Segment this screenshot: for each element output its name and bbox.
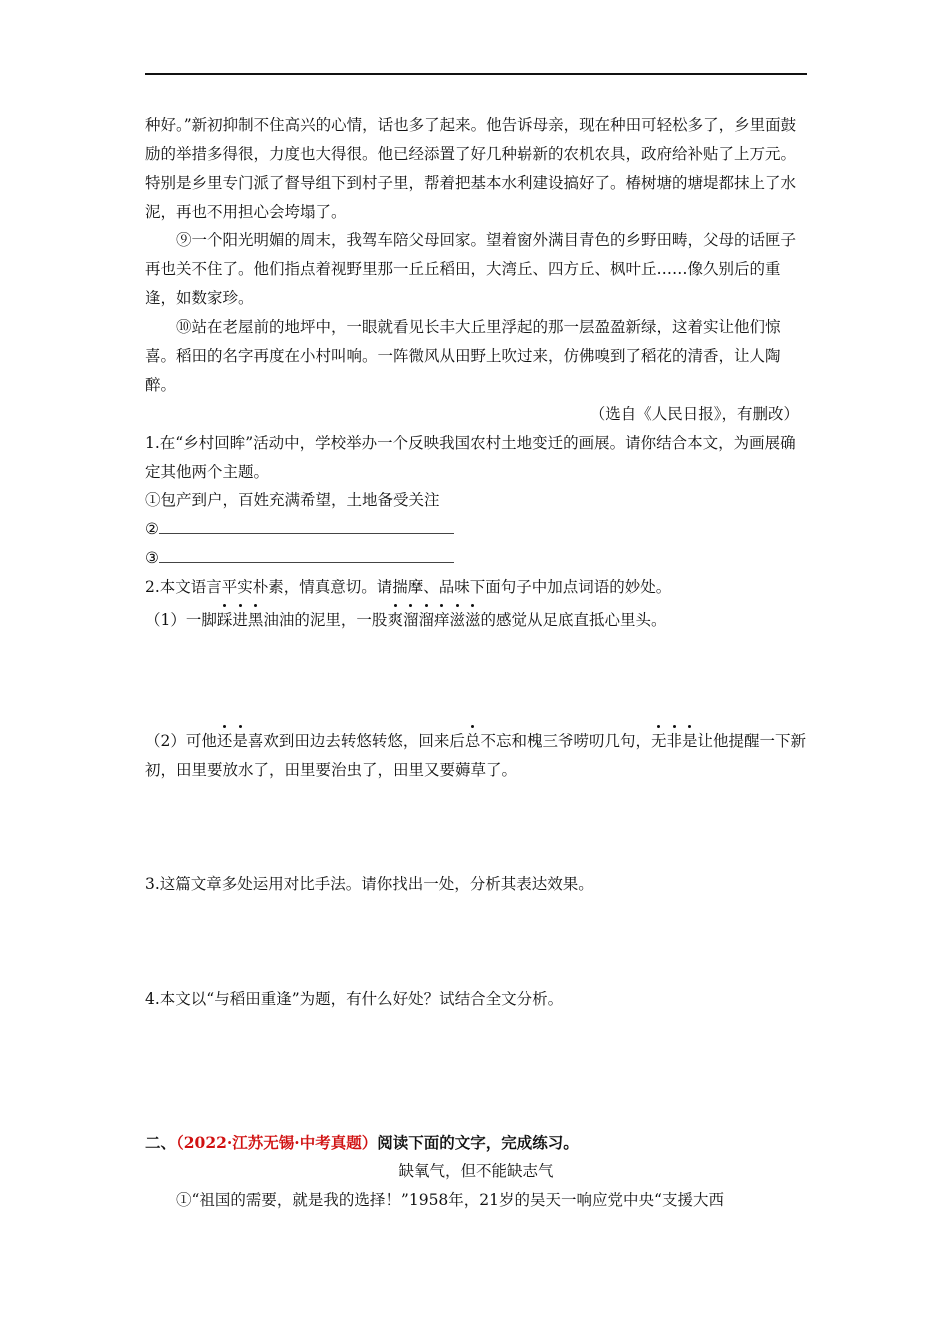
answer-blank-3[interactable]	[159, 548, 454, 563]
question-1-item-1: ①包产到户，百姓充满希望，土地备受关注	[145, 491, 440, 509]
emphasis-dotted-words-5	[651, 732, 698, 750]
sentence-2-part-c: 不忘和槐三爷唠叨几句，	[480, 732, 651, 750]
emphasis-char: 踩	[216, 611, 233, 629]
emphasis-char: 非	[666, 732, 682, 750]
section-2-source-tag: （2022·江苏无锡·中考真题）	[176, 1133, 378, 1152]
emphasis-dotted-words-3	[217, 732, 248, 750]
sentence-1-part-b: 油油的泥里，一股	[263, 611, 388, 629]
section-2-heading	[145, 1128, 807, 1158]
emphasis-char: 痒	[433, 611, 450, 629]
emphasis-dotted-words-2	[387, 611, 480, 629]
emphasis-char: 溜	[402, 611, 419, 629]
section-2-instruction: 阅读下面的文字，完成练习。	[377, 1133, 579, 1152]
question-3-stem: 3.这篇文章多处运用对比手法。请你找出一处，分析其表达效果。	[145, 875, 594, 893]
emphasis-char: 滋	[465, 611, 481, 629]
emphasis-char: 进	[232, 611, 248, 629]
article-paragraph-1: ①“祖国的需要，就是我的选择！”1958年，21岁的吴天一响应党中央“支援大西	[176, 1191, 724, 1209]
article-title: 缺氧气，但不能缺志气	[398, 1162, 554, 1180]
sentence-2-part-d: 让他提醒一下新初，田里要放水了，田里要治虫了，田里又要薅草了。	[145, 732, 807, 779]
question-4-stem: 4.本文以“与稻田重逢”为题，有什么好处？试结合全文分析。	[145, 990, 564, 1008]
emphasis-char: 黑	[247, 611, 264, 629]
emphasis-dotted-words-4	[465, 732, 481, 750]
emphasis-char: 还	[216, 732, 233, 750]
question-1-stem: 1.在“乡村回眸”活动中，学校举办一个反映我国农村土地变迁的画展。请你结合本文，为画展确定其他两个主题。	[145, 434, 796, 481]
emphasis-char: 总	[464, 732, 481, 750]
emphasis-char: 无	[650, 732, 667, 750]
question-1-item-2-label: ②	[145, 520, 159, 538]
sentence-2-part-b: 喜欢到田边去转悠转悠，回来后	[247, 732, 465, 750]
emphasis-char: 滋	[449, 611, 466, 629]
emphasis-char: 爽	[387, 611, 403, 629]
emphasis-char: 溜	[418, 611, 434, 629]
question-2-sentence-2	[145, 727, 807, 785]
emphasis-dotted-words-1	[217, 611, 264, 629]
section-2-number: 二、	[145, 1133, 177, 1152]
question-1-item-3	[145, 544, 807, 573]
passage-paragraph-8-end: 种好。”新初抑制不住高兴的心情，话也多了起来。他告诉母亲，现在种田可轻松多了，乡里面鼓励的举措多得很，力度也大得很。他已经添置了好几种崭新的农机农具，政府给补贴了上万元。特别是乡里专门派了督导组下到村子里，帮着把基本水利建设搞好了。椿树塘的塘堤都抹上了水泥，再也不用担心会垮塌了。	[145, 116, 797, 221]
header-rule	[145, 73, 807, 75]
answer-blank-2[interactable]	[159, 519, 454, 534]
question-1-item-2	[145, 515, 807, 544]
question-2-sentence-1	[145, 606, 807, 635]
passage-source: （选自《人民日报》，有删改）	[589, 405, 799, 423]
question-1-item-3-label: ③	[145, 549, 159, 567]
emphasis-char: 是	[232, 732, 248, 750]
passage-paragraph-10: ⑩站在老屋前的地坪中，一眼就看见长丰大丘里浮起的那一层盈盈新绿，这着实让他们惊喜。稻田的名字再度在小村叫响。一阵微风从田野上吹过来，仿佛嗅到了稻花的清香，让人陶醉。	[145, 318, 781, 394]
question-2-stem: 2.本文语言平实朴素，情真意切。请揣摩、品味下面句子中加点词语的妙处。	[145, 578, 672, 596]
sentence-1-part-a: （1）一脚	[145, 611, 217, 629]
sentence-1-part-c: 的感觉从足底直抵心里头。	[480, 611, 667, 629]
emphasis-char: 是	[681, 732, 698, 750]
sentence-2-part-a: （2）可他	[145, 732, 217, 750]
passage-paragraph-9: ⑨一个阳光明媚的周末，我驾车陪父母回家。望着窗外满目青色的乡野田畴，父母的话匣子再也关不住了。他们指点着视野里那一丘丘稻田，大湾丘、四方丘、枫叶丘……像久别后的重逢，如数家珍。	[145, 231, 797, 307]
